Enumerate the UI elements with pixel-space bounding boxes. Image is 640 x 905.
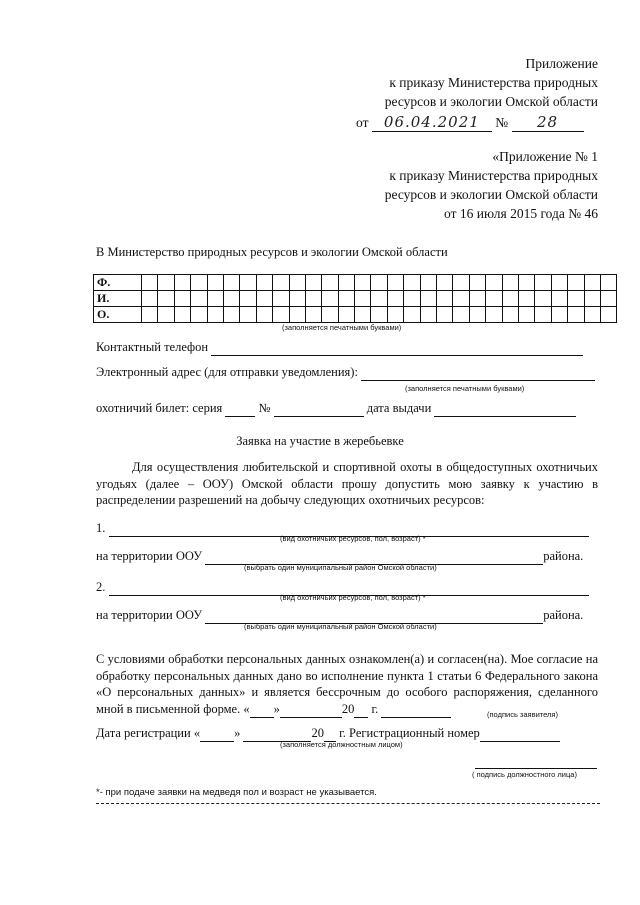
consent-paragraph xyxy=(96,651,598,718)
phone-field[interactable] xyxy=(211,340,583,356)
email-note: (заполняется печатными буквами) xyxy=(405,384,525,393)
email-row xyxy=(96,365,595,381)
email-field[interactable] xyxy=(361,365,595,381)
item-2-district-note: (выбрать один муниципальный район Омской области) xyxy=(244,622,437,631)
consent-month-field[interactable] xyxy=(280,701,342,719)
order-number-handwritten: 28 xyxy=(512,113,584,132)
consent-year: 20 xyxy=(341,701,355,716)
registration-number-field[interactable] xyxy=(480,726,560,742)
form-title: Заявка на участие в жеребьевке xyxy=(236,434,404,448)
registration-label: Дата регистрации xyxy=(96,726,191,740)
consent-day-field[interactable] xyxy=(250,701,274,719)
ticket-label: охотничий билет: серия xyxy=(96,401,223,415)
consent-date-open: « xyxy=(243,701,250,716)
header-ministry-line: ресурсов и экологии Омской области xyxy=(384,94,598,109)
item-1-note: (вид охотничьих ресурсов, пол, возраст) * xyxy=(280,534,426,543)
registration-close: » xyxy=(234,726,241,740)
email-label: Электронный адрес (для отправки уведомления): xyxy=(96,365,358,379)
order-date-handwritten: 06.04.2021 xyxy=(372,113,492,132)
item-2-number: 2. xyxy=(96,580,106,594)
ticket-date-label: дата выдачи xyxy=(366,401,432,415)
phone-label: Контактный телефон xyxy=(96,340,209,354)
addressee: В Министерство природных ресурсов и экологии Омской области xyxy=(96,245,448,259)
registration-year: 20 xyxy=(311,726,324,740)
consent-g: г. xyxy=(371,701,379,716)
item-1-territory-label: на территории ООУ xyxy=(96,549,203,563)
header2-order-line: к приказу Министерства природных xyxy=(389,168,598,183)
header2-date-line: от 16 июля 2015 года № 46 xyxy=(444,206,598,221)
intro-paragraph: Для осуществления любительской и спортивной охоты в общедоступных охотничьих угодьях (далее – ООУ) Омской области прошу допустить мою заявку к участию в распределении разрешений на добычу следующих охотничьих ресурсов: xyxy=(96,460,598,507)
applicant-sign-note: (подпись заявителя) xyxy=(487,710,558,719)
ot-label: от xyxy=(356,115,369,130)
registration-open: « xyxy=(193,726,201,740)
header2-appendix: «Приложение № 1 xyxy=(492,149,598,164)
header2-ministry-line: ресурсов и экологии Омской области xyxy=(384,187,598,202)
header-date-number xyxy=(356,113,584,132)
ticket-no-label: № xyxy=(258,401,271,415)
consent-date-close: » xyxy=(273,701,280,716)
item-1-number: 1. xyxy=(96,521,106,535)
header-order-line: к приказу Министерства природных xyxy=(389,75,598,90)
ticket-row xyxy=(96,401,576,417)
fio-label-i: И. xyxy=(94,291,142,307)
fio-label-o: О. xyxy=(94,307,142,323)
fio-row-patronymic xyxy=(94,307,617,323)
item-2-note: (вид охотничьих ресурсов, пол, возраст) * xyxy=(280,593,426,602)
ticket-date-field[interactable] xyxy=(434,401,576,417)
item-1-district-note: (выбрать один муниципальный район Омской области) xyxy=(244,563,437,572)
registration-note: (заполняется должностным лицом) xyxy=(280,740,403,749)
fio-row-name xyxy=(94,291,617,307)
registration-day-field[interactable] xyxy=(200,726,234,742)
no-label: № xyxy=(495,115,509,130)
fio-note: (заполняется печатными буквами) xyxy=(282,323,402,332)
official-sign-note: ( подпись должностного лица) xyxy=(472,770,577,779)
fio-label-f: Ф. xyxy=(94,275,142,291)
cut-line xyxy=(96,803,600,804)
registration-number-label: Регистрационный номер xyxy=(349,726,480,740)
fio-grid[interactable] xyxy=(93,274,617,323)
consent-text: С условиями обработки персональных данных ознакомлен(а) и согласен(на). Мое согласие на обработку персональных данных дано во исполнение пункта 1 статьи 6 Федерального закона «О персональных данных» и является бессрочным до особого распоряжения, сделанного мной в письменной форме. xyxy=(96,652,598,716)
item-2-suffix: района. xyxy=(543,608,584,622)
applicant-signature-field[interactable] xyxy=(381,701,451,719)
fio-row-surname xyxy=(94,275,617,291)
ticket-number-field[interactable] xyxy=(274,401,364,417)
phone-row xyxy=(96,340,583,356)
item-1-suffix: района. xyxy=(543,549,584,563)
footnote: *- при подаче заявки на медведя пол и возраст не указывается. xyxy=(96,787,377,798)
ticket-series-field[interactable] xyxy=(225,401,255,417)
registration-g: г. xyxy=(339,726,346,740)
header-appendix: Приложение xyxy=(525,56,598,71)
consent-year-field[interactable] xyxy=(354,701,368,719)
official-signature-field[interactable] xyxy=(475,756,597,769)
item-2-territory-label: на территории ООУ xyxy=(96,608,203,622)
